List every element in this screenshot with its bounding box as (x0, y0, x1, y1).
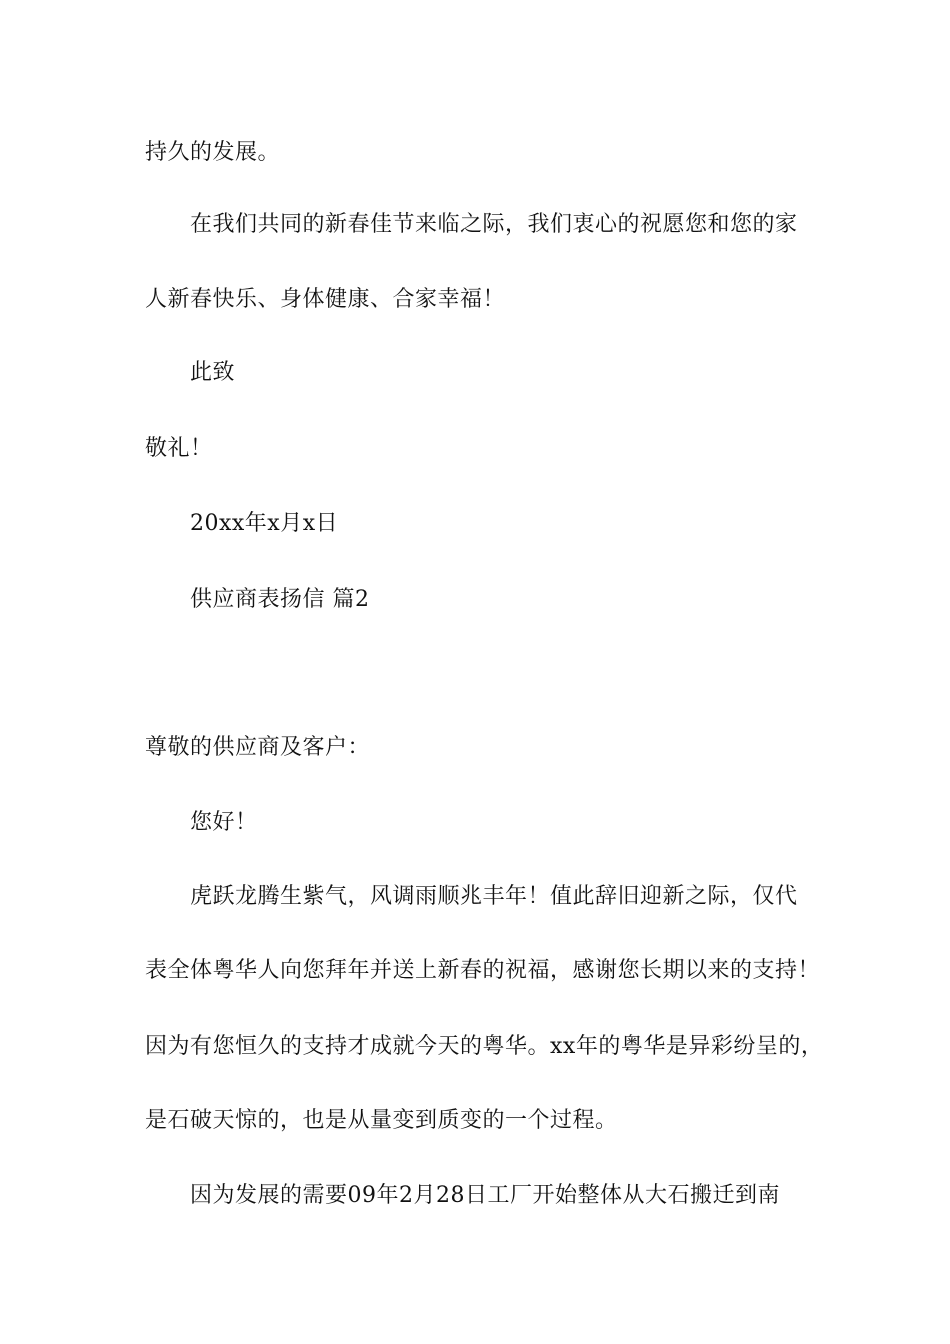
paragraph-line: 虎跃龙腾生紫气，风调雨顺兆丰年！值此辞旧迎新之际，仅代 (190, 884, 798, 909)
paragraph-line: 人新春快乐、身体健康、合家幸福！ (145, 287, 506, 312)
paragraph-line: 表全体粤华人向您拜年并送上新春的祝福，感谢您长期以来的支持！ (145, 958, 821, 983)
paragraph-line: 因为发展的需要09年2月28日工厂开始整体从大石搬迁到南 (190, 1183, 780, 1208)
paragraph-line: 持久的发展。 (145, 140, 281, 165)
closing-regards: 敬礼！ (145, 436, 213, 461)
section-title: 供应商表扬信 篇2 (190, 587, 370, 612)
closing-salutation: 此致 (190, 360, 236, 385)
paragraph-line: 是石破天惊的，也是从量变到质变的一个过程。 (145, 1108, 618, 1133)
letter-hello: 您好！ (190, 810, 258, 835)
paragraph-line: 在我们共同的新春佳节来临之际，我们衷心的祝愿您和您的家 (190, 212, 798, 237)
letter-greeting: 尊敬的供应商及客户： (145, 735, 371, 760)
paragraph-line: 因为有您恒久的支持才成就今天的粤华。xx年的粤华是异彩纷呈的， (145, 1034, 824, 1059)
letter-date: 20xx年x月x日 (190, 511, 339, 536)
